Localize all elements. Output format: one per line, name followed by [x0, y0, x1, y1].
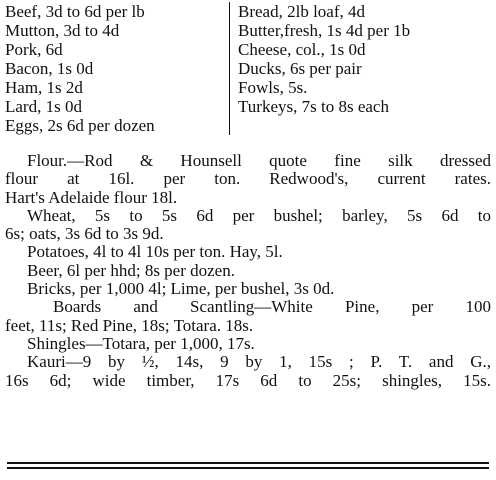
report-line: Wheat, 5s to 5s 6d per bushel; barley, 5s 6d to	[27, 206, 491, 225]
price-column-left	[5, 2, 227, 135]
price-item: Cheese, col., 1s 0d	[238, 40, 366, 59]
column-divider	[229, 2, 230, 135]
price-item: Beef, 3d to 6d per lb	[5, 2, 145, 21]
rule-line	[7, 467, 489, 469]
price-item: Butter,fresh, 1s 4d per 1b	[238, 21, 411, 40]
report-line: Shingles—Totara, per 1,000, 17s.	[27, 334, 255, 353]
report-line: Bricks, per 1,000 4l; Lime, per bushel, 3s 0d.	[27, 280, 335, 299]
section-end-rule	[7, 462, 489, 469]
price-item: Pork, 6d	[5, 40, 63, 59]
price-item: Mutton, 3d to 4d	[5, 21, 120, 40]
report-line: Beer, 6l per hhd; 8s per dozen.	[27, 261, 235, 280]
rule-line	[7, 462, 489, 464]
price-item: Lard, 1s 0d	[5, 97, 82, 116]
report-line: feet, 11s; Red Pine, 18s; Totara. 18s.	[5, 316, 254, 335]
price-item: Ducks, 6s per pair	[238, 59, 362, 78]
report-line: Kauri—9 by ½, 14s, 9 by 1, 15s ; P. T. and G.,	[27, 353, 491, 372]
price-item: Bacon, 1s 0d	[5, 59, 94, 78]
price-item: Eggs, 2s 6d per dozen	[5, 116, 155, 135]
price-item: Ham, 1s 2d	[5, 78, 83, 97]
report-line: 16s 6d; wide timber, 17s 6d to 25s; shingles, 15s.	[5, 371, 491, 390]
market-report-text	[5, 152, 491, 390]
report-line: 6s; oats, 3s 6d to 3s 9d.	[5, 225, 164, 244]
report-line: Potatoes, 4l to 4l 10s per ton. Hay, 5l.	[27, 243, 283, 262]
price-table	[0, 0, 496, 152]
price-item: Bread, 2lb loaf, 4d	[238, 2, 365, 21]
report-line: Flour.—Rod & Hounsell quote fine silk dressed	[27, 152, 491, 170]
price-item: Fowls, 5s.	[238, 78, 308, 97]
report-line: Hart's Adelaide flour 18l.	[5, 188, 178, 207]
report-line: Boards and Scantling—White Pine, per 100	[53, 298, 491, 317]
report-line: flour at 16l. per ton. Redwood's, current rates.	[5, 170, 491, 189]
price-column-right	[238, 2, 492, 116]
price-item: Turkeys, 7s to 8s each	[238, 97, 389, 116]
